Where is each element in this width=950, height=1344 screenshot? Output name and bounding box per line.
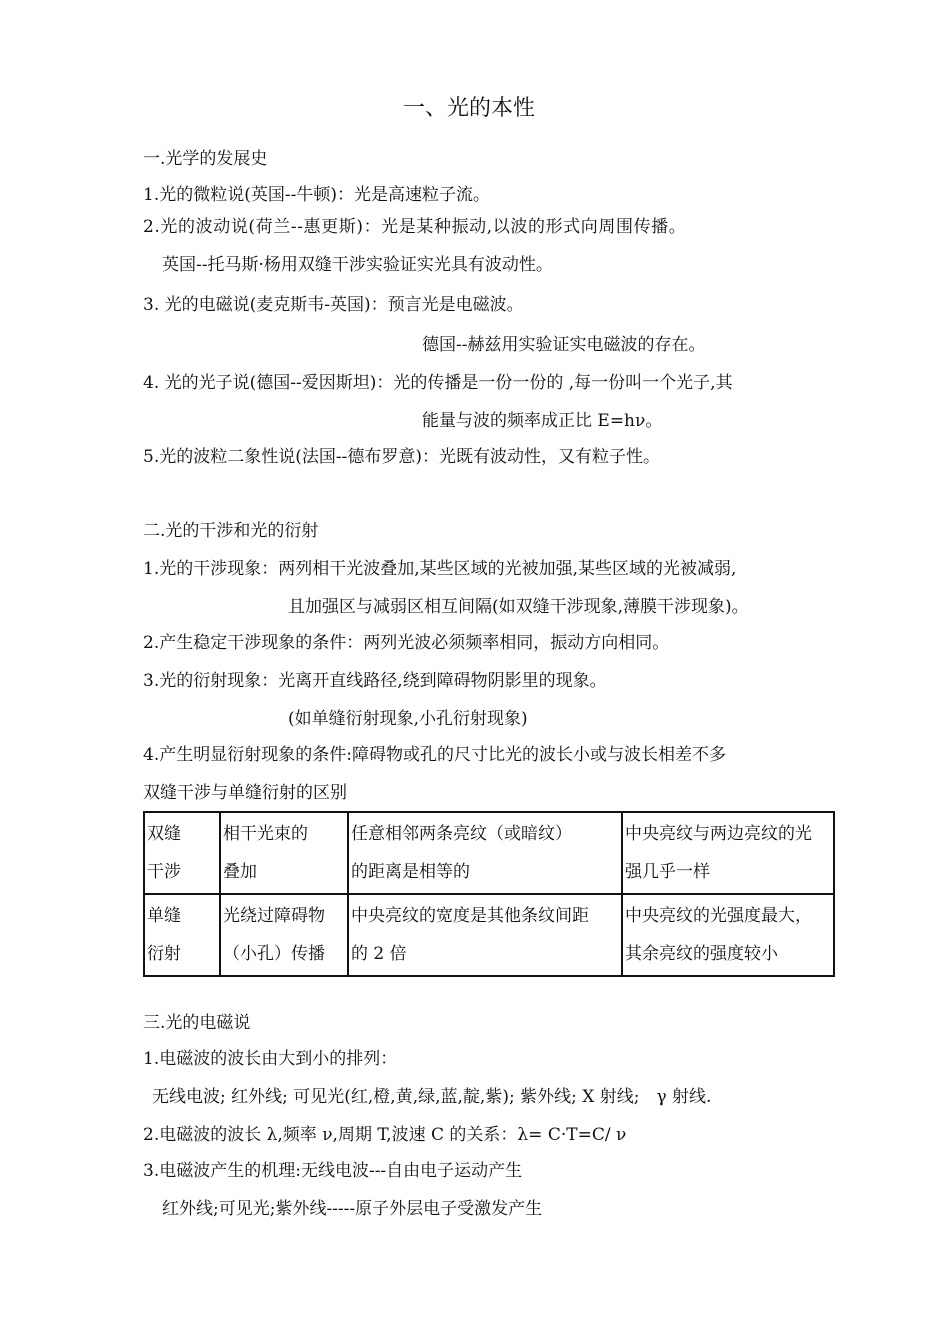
table-caption: 双缝干涉与单缝衍射的区别 — [143, 783, 347, 803]
cell-text: 衍射 — [147, 944, 181, 964]
text-line: 1.光的干涉现象：两列相干光波叠加,某些区域的光被加强,某些区域的光被减弱, — [143, 559, 737, 579]
cell-text: 双缝 — [147, 824, 181, 844]
text-line: (如单缝衍射现象,小孔衍射现象) — [288, 709, 528, 729]
table-row — [144, 812, 834, 894]
comparison-table — [143, 811, 835, 977]
cell-text: 单缝 — [147, 906, 181, 926]
text-line: 4. 光的光子说(德国--爱因斯坦)：光的传播是一份一份的 ,每一份叫一个光子,其 — [143, 373, 733, 393]
section-2-heading: 二.光的干涉和光的衍射 — [143, 521, 319, 541]
text-line: 1.电磁波的波长由大到小的排列： — [143, 1049, 398, 1069]
text-line: 4.产生明显衍射现象的条件:障碍物或孔的尺寸比光的波长小或与波长相差不多 — [143, 745, 726, 765]
text-line: 德国--赫兹用实验证实电磁波的存在。 — [422, 335, 706, 355]
table-cell — [144, 894, 220, 976]
table-cell — [348, 894, 622, 976]
text-line: 1.光的微粒说(英国--牛顿)：光是高速粒子流。 — [143, 185, 490, 205]
section-1-heading: 一.光学的发展史 — [143, 149, 268, 169]
cell-text: 干涉 — [147, 862, 181, 882]
cell-text: 其余亮纹的强度较小 — [625, 944, 778, 964]
cell-text: 强几乎一样 — [625, 862, 710, 882]
table-row — [144, 894, 834, 976]
text-line: 2.电磁波的波长 λ,频率 ν,周期 T,波速 C 的关系：λ= C·T=C/ ν — [143, 1125, 627, 1145]
text-line: 无线电波; 红外线; 可见光(红,橙,黄,绿,蓝,靛,紫); 紫外线; X 射线; γ 射线. — [152, 1087, 712, 1107]
text-line: 3. 光的电磁说(麦克斯韦-英国)：预言光是电磁波。 — [143, 295, 524, 315]
cell-text: 叠加 — [223, 862, 257, 882]
text-line: 且加强区与减弱区相互间隔(如双缝干涉现象,薄膜干涉现象)。 — [288, 597, 749, 617]
text-line: 英国--托马斯·杨用双缝干涉实验证实光具有波动性。 — [162, 255, 553, 275]
cell-text: 中央亮纹与两边亮纹的光 — [625, 824, 812, 844]
text-line: 2.光的波动说(荷兰--惠更斯)：光是某种振动,以波的形式向周围传播。 — [143, 217, 687, 237]
text-line: 3.电磁波产生的机理:无线电波---自由电子运动产生 — [143, 1161, 523, 1181]
cell-text: 相干光束的 — [223, 824, 308, 844]
table-cell — [622, 894, 834, 976]
cell-text: 中央亮纹的宽度是其他条纹间距 — [351, 906, 589, 926]
table-cell — [348, 812, 622, 894]
cell-text: 的 2 倍 — [351, 944, 407, 964]
section-3-heading: 三.光的电磁说 — [143, 1013, 251, 1033]
table-cell — [622, 812, 834, 894]
cell-text: （小孔）传播 — [223, 944, 325, 964]
page-title: 一、光的本性 — [403, 96, 536, 121]
cell-text: 中央亮纹的光强度最大， — [625, 906, 812, 926]
table-cell — [220, 812, 348, 894]
text-line: 3.光的衍射现象：光离开直线路径,绕到障碍物阴影里的现象。 — [143, 671, 607, 691]
table-cell — [220, 894, 348, 976]
cell-text: 任意相邻两条亮纹（或暗纹） — [351, 824, 572, 844]
text-line: 5.光的波粒二象性说(法国--德布罗意)：光既有波动性，又有粒子性。 — [143, 447, 660, 467]
table-cell — [144, 812, 220, 894]
cell-text: 光绕过障碍物 — [223, 906, 325, 926]
text-line: 能量与波的频率成正比 E=hν。 — [422, 411, 663, 431]
text-line: 红外线;可见光;紫外线-----原子外层电子受激发产生 — [162, 1199, 543, 1219]
cell-text: 的距离是相等的 — [351, 862, 470, 882]
text-line: 2.产生稳定干涉现象的条件：两列光波必须频率相同，振动方向相同。 — [143, 633, 670, 653]
